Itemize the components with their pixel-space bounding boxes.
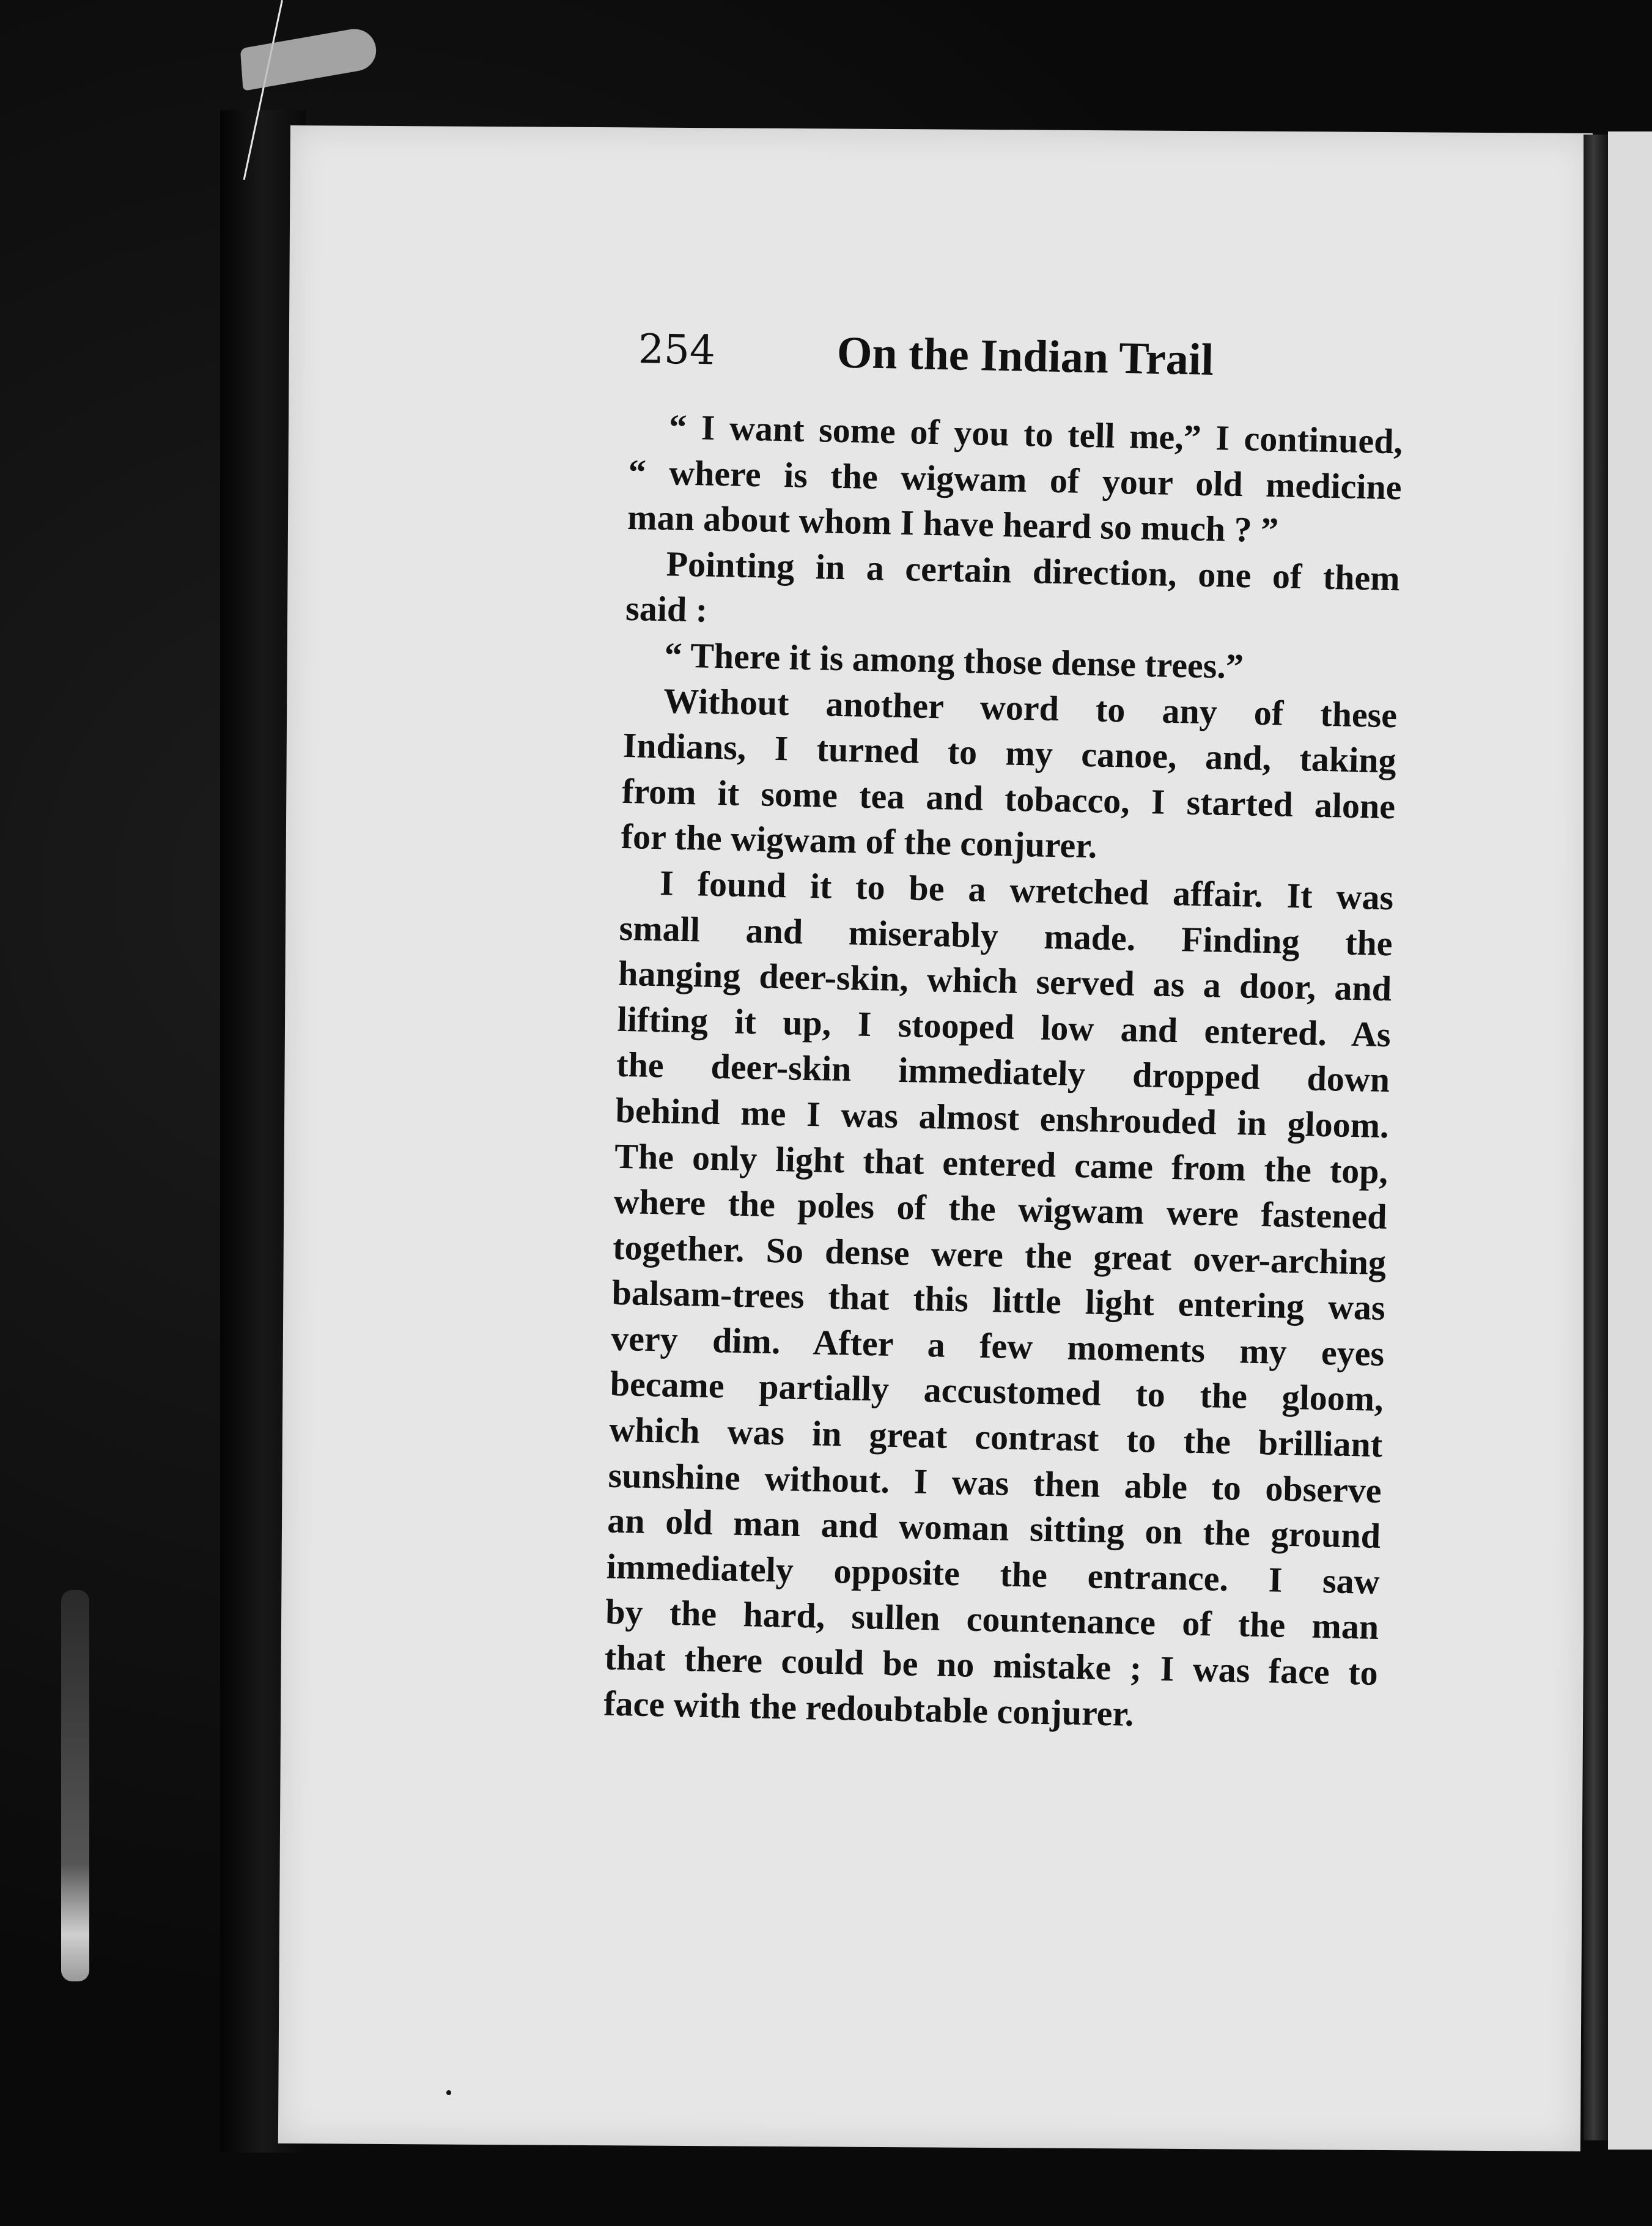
- running-title: On the Indian Trail: [836, 327, 1214, 385]
- text-line: for the wigwam of the conjurer.: [621, 816, 1097, 866]
- text-line: lifting it up, I stooped low and entered. As: [617, 999, 1392, 1054]
- text-line: together. So dense were the great over-arching: [612, 1227, 1387, 1282]
- text-line: “ I want some of you to tell me,” I continued,: [668, 407, 1403, 462]
- text-line: very dim. After a few moments my eyes: [610, 1318, 1385, 1374]
- text-line: man about whom I have heard so much ? ”: [627, 497, 1279, 550]
- page-body-text: [603, 404, 1403, 1742]
- text-line: small and miserably made. Finding the: [619, 908, 1393, 963]
- ink-speck: [446, 2090, 451, 2095]
- text-line: sunshine without. I was then able to observe: [608, 1455, 1382, 1511]
- gutter-shadow: [1584, 135, 1608, 2140]
- text-line: said :: [625, 588, 708, 630]
- text-line: Indians, I turned to my canoe, and, taking: [622, 725, 1397, 781]
- text-line: which was in great contrast to the brilliant: [608, 1409, 1383, 1465]
- text-line: by the hard, sullen countenance of the man: [605, 1592, 1379, 1647]
- text-line: became partially accustomed to the gloom,: [610, 1364, 1384, 1419]
- text-line: balsam-trees that this little light entering was: [611, 1272, 1386, 1328]
- text-line: where the poles of the wigwam were fastened: [613, 1181, 1388, 1237]
- text-line: Without another word to any of these: [663, 680, 1398, 735]
- adjacent-page-edge: [1608, 131, 1652, 2150]
- text-line: I found it to be a wretched affair. It was: [659, 863, 1394, 918]
- page-header: [638, 318, 1238, 398]
- text-line: an old man and woman sitting on the ground: [607, 1500, 1381, 1556]
- text-line: “ where is the wigwam of your old medicine: [628, 451, 1403, 507]
- page-clip: [61, 1590, 89, 1981]
- text-line: The only light that entered came from the top,: [614, 1136, 1388, 1191]
- text-line: face with the redoubtable conjurer.: [603, 1683, 1135, 1734]
- page-number: 254: [638, 325, 716, 374]
- text-line: “ There it is among those dense trees.”: [664, 635, 1244, 687]
- text-line: from it some tea and tobacco, I started alone: [621, 771, 1396, 827]
- text-line: behind me I was almost enshrouded in gloom.: [615, 1090, 1390, 1146]
- text-line: Pointing in a certain direction, one of them: [666, 544, 1401, 599]
- text-line: the deer-skin immediately dropped down: [616, 1045, 1390, 1100]
- text-line: hanging deer-skin, which served as a door, and: [618, 953, 1392, 1009]
- text-line: that there could be no mistake ; I was face to: [604, 1637, 1379, 1693]
- text-line: immediately opposite the entrance. I saw: [606, 1546, 1381, 1602]
